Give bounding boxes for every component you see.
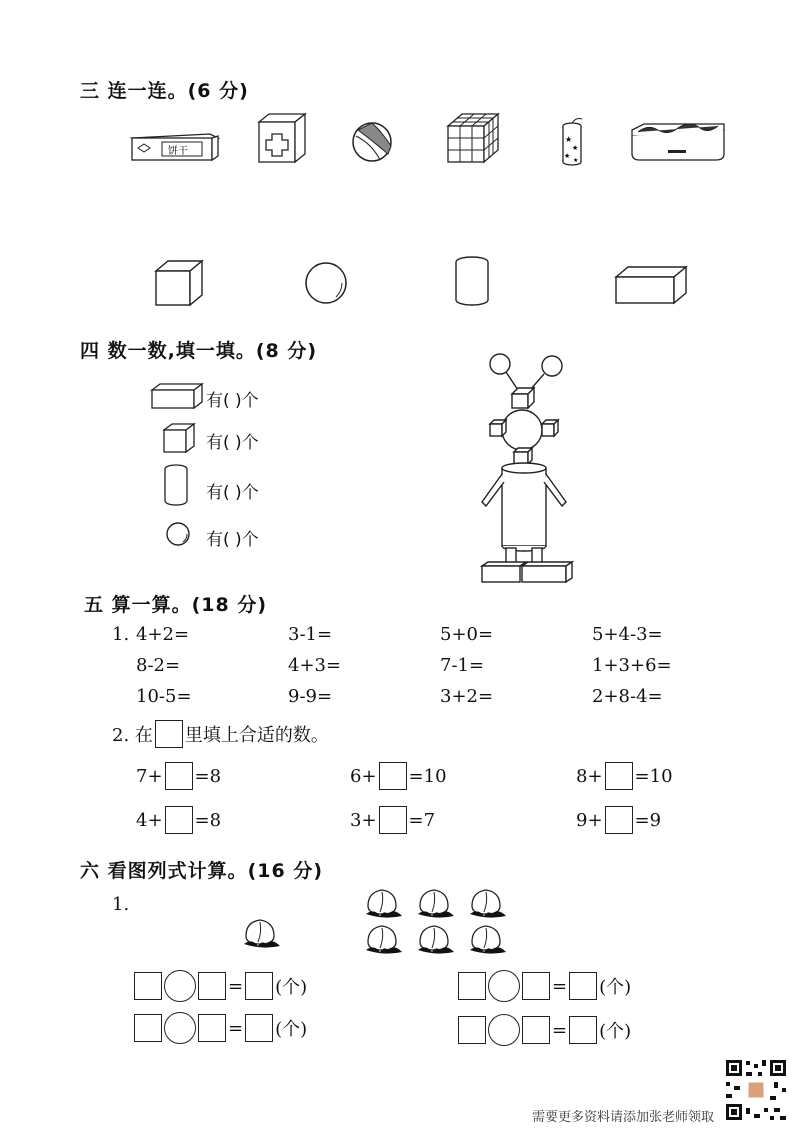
peaches-picture <box>240 886 510 966</box>
fill-r2-c2: 3+ =7 <box>350 806 435 834</box>
problem-6-1-number: 1. <box>112 894 130 915</box>
answer-box[interactable] <box>522 1016 550 1044</box>
unit-label: (个) <box>275 1019 308 1040</box>
fill-r2-c3: 9+ =9 <box>576 806 661 834</box>
answer-box[interactable] <box>379 762 407 790</box>
count-cuboid-text: 有( )个 <box>206 391 259 411</box>
peach-icon <box>470 890 506 918</box>
count-cylinder-text: 有( )个 <box>206 483 259 503</box>
problem-2-instruction <box>112 720 329 748</box>
answer-box[interactable] <box>198 972 226 1000</box>
calc-r3-c4: 2+8-4= <box>592 686 663 707</box>
calc-r3-c1: 10-5= <box>136 686 192 707</box>
robot-figure <box>472 350 582 590</box>
svg-text:★: ★ <box>573 157 579 164</box>
fill-r2-c1: 4+ =8 <box>136 806 221 834</box>
calc-r2-c3: 7-1= <box>440 655 485 676</box>
ball-icon <box>353 123 391 161</box>
peach-icon <box>366 890 402 918</box>
biscuit-label: 饼干 <box>168 146 188 157</box>
answer-box[interactable] <box>379 806 407 834</box>
unit-label: (个) <box>599 977 632 998</box>
section-4-title: 四 数一数,填一填。(8 分) <box>80 340 318 362</box>
cuboid-icon <box>152 384 202 408</box>
answer-box[interactable] <box>245 972 273 1000</box>
svg-text:★: ★ <box>565 135 573 144</box>
operator-circle[interactable] <box>488 1014 520 1046</box>
fill-r1-c1: 7+ =8 <box>136 762 221 790</box>
sphere-icon <box>306 263 346 303</box>
peach-icon <box>244 920 280 948</box>
unit-label: (个) <box>275 977 308 998</box>
calc-r1-c2: 3-1= <box>288 624 333 645</box>
answer-box[interactable] <box>134 972 162 1000</box>
problem-2-suffix: 里填上合适的数。 <box>184 725 329 746</box>
footer-note: 需要更多资料请添加张老师领取 <box>532 1110 715 1125</box>
peach-icon <box>418 926 454 954</box>
operator-circle[interactable] <box>164 1012 196 1044</box>
pencil-case-icon <box>632 124 724 160</box>
fill-r1-c3: 8+ =10 <box>576 762 673 790</box>
calc-r1-c1: 4+2= <box>136 624 190 645</box>
equation-row-right-1: = (个) <box>458 970 631 1002</box>
equation-row-right-2: = (个) <box>458 1014 631 1046</box>
peach-icon <box>366 926 402 954</box>
unit-label: (个) <box>599 1021 632 1042</box>
answer-box[interactable] <box>605 762 633 790</box>
fill-r1-c2: 6+ =10 <box>350 762 447 790</box>
section-4-shape-icons <box>150 380 210 560</box>
sample-box <box>155 720 183 748</box>
svg-text:★: ★ <box>572 144 579 152</box>
svg-text:★: ★ <box>564 152 571 160</box>
equation-row-left-2: = (个) <box>134 1012 307 1044</box>
section-5-title: 五 算一算。(18 分) <box>84 594 268 616</box>
section-3-title: 三 连一连。(6 分) <box>80 80 249 102</box>
answer-box[interactable] <box>134 1014 162 1042</box>
cube-icon <box>156 261 202 305</box>
peach-icon <box>418 890 454 918</box>
qr-code-icon[interactable] <box>724 1058 788 1122</box>
answer-box[interactable] <box>165 762 193 790</box>
calc-r1-c3: 5+0= <box>440 624 494 645</box>
problem-2-prefix: 2. 在 <box>112 725 153 746</box>
robot-top-cube <box>512 388 534 408</box>
answer-box[interactable] <box>605 806 633 834</box>
answer-box[interactable] <box>245 1014 273 1042</box>
operator-circle[interactable] <box>164 970 196 1002</box>
section-3-shapes <box>150 255 690 310</box>
count-cube-text: 有( )个 <box>206 433 259 453</box>
problem-1-number: 1. <box>112 624 130 645</box>
section-6-title: 六 看图列式计算。(16 分) <box>80 860 324 882</box>
biscuit-box-icon <box>132 134 218 160</box>
count-sphere-text: 有( )个 <box>206 530 259 550</box>
calc-r1-c4: 5+4-3= <box>592 624 663 645</box>
sphere-icon <box>167 523 189 545</box>
cylinder-icon <box>165 465 187 505</box>
rubiks-cube-icon <box>448 114 498 162</box>
calc-r3-c2: 9-9= <box>288 686 333 707</box>
section-3-pictures <box>130 110 730 170</box>
operator-circle[interactable] <box>488 970 520 1002</box>
cylinder-icon <box>456 257 488 305</box>
answer-box[interactable] <box>569 1016 597 1044</box>
answer-box[interactable] <box>198 1014 226 1042</box>
answer-box[interactable] <box>165 806 193 834</box>
cube-icon <box>164 424 194 452</box>
medicine-box-icon <box>259 114 305 162</box>
answer-box[interactable] <box>458 1016 486 1044</box>
equation-row-left-1: = (个) <box>134 970 307 1002</box>
calc-r3-c3: 3+2= <box>440 686 494 707</box>
answer-box[interactable] <box>522 972 550 1000</box>
calc-r2-c1: 8-2= <box>136 655 181 676</box>
calc-r2-c4: 1+3+6= <box>592 655 672 676</box>
answer-box[interactable] <box>569 972 597 1000</box>
calc-r2-c2: 4+3= <box>288 655 342 676</box>
answer-box[interactable] <box>458 972 486 1000</box>
peach-icon <box>470 926 506 954</box>
cuboid-icon <box>616 267 686 303</box>
firecracker-can-icon <box>563 119 582 165</box>
